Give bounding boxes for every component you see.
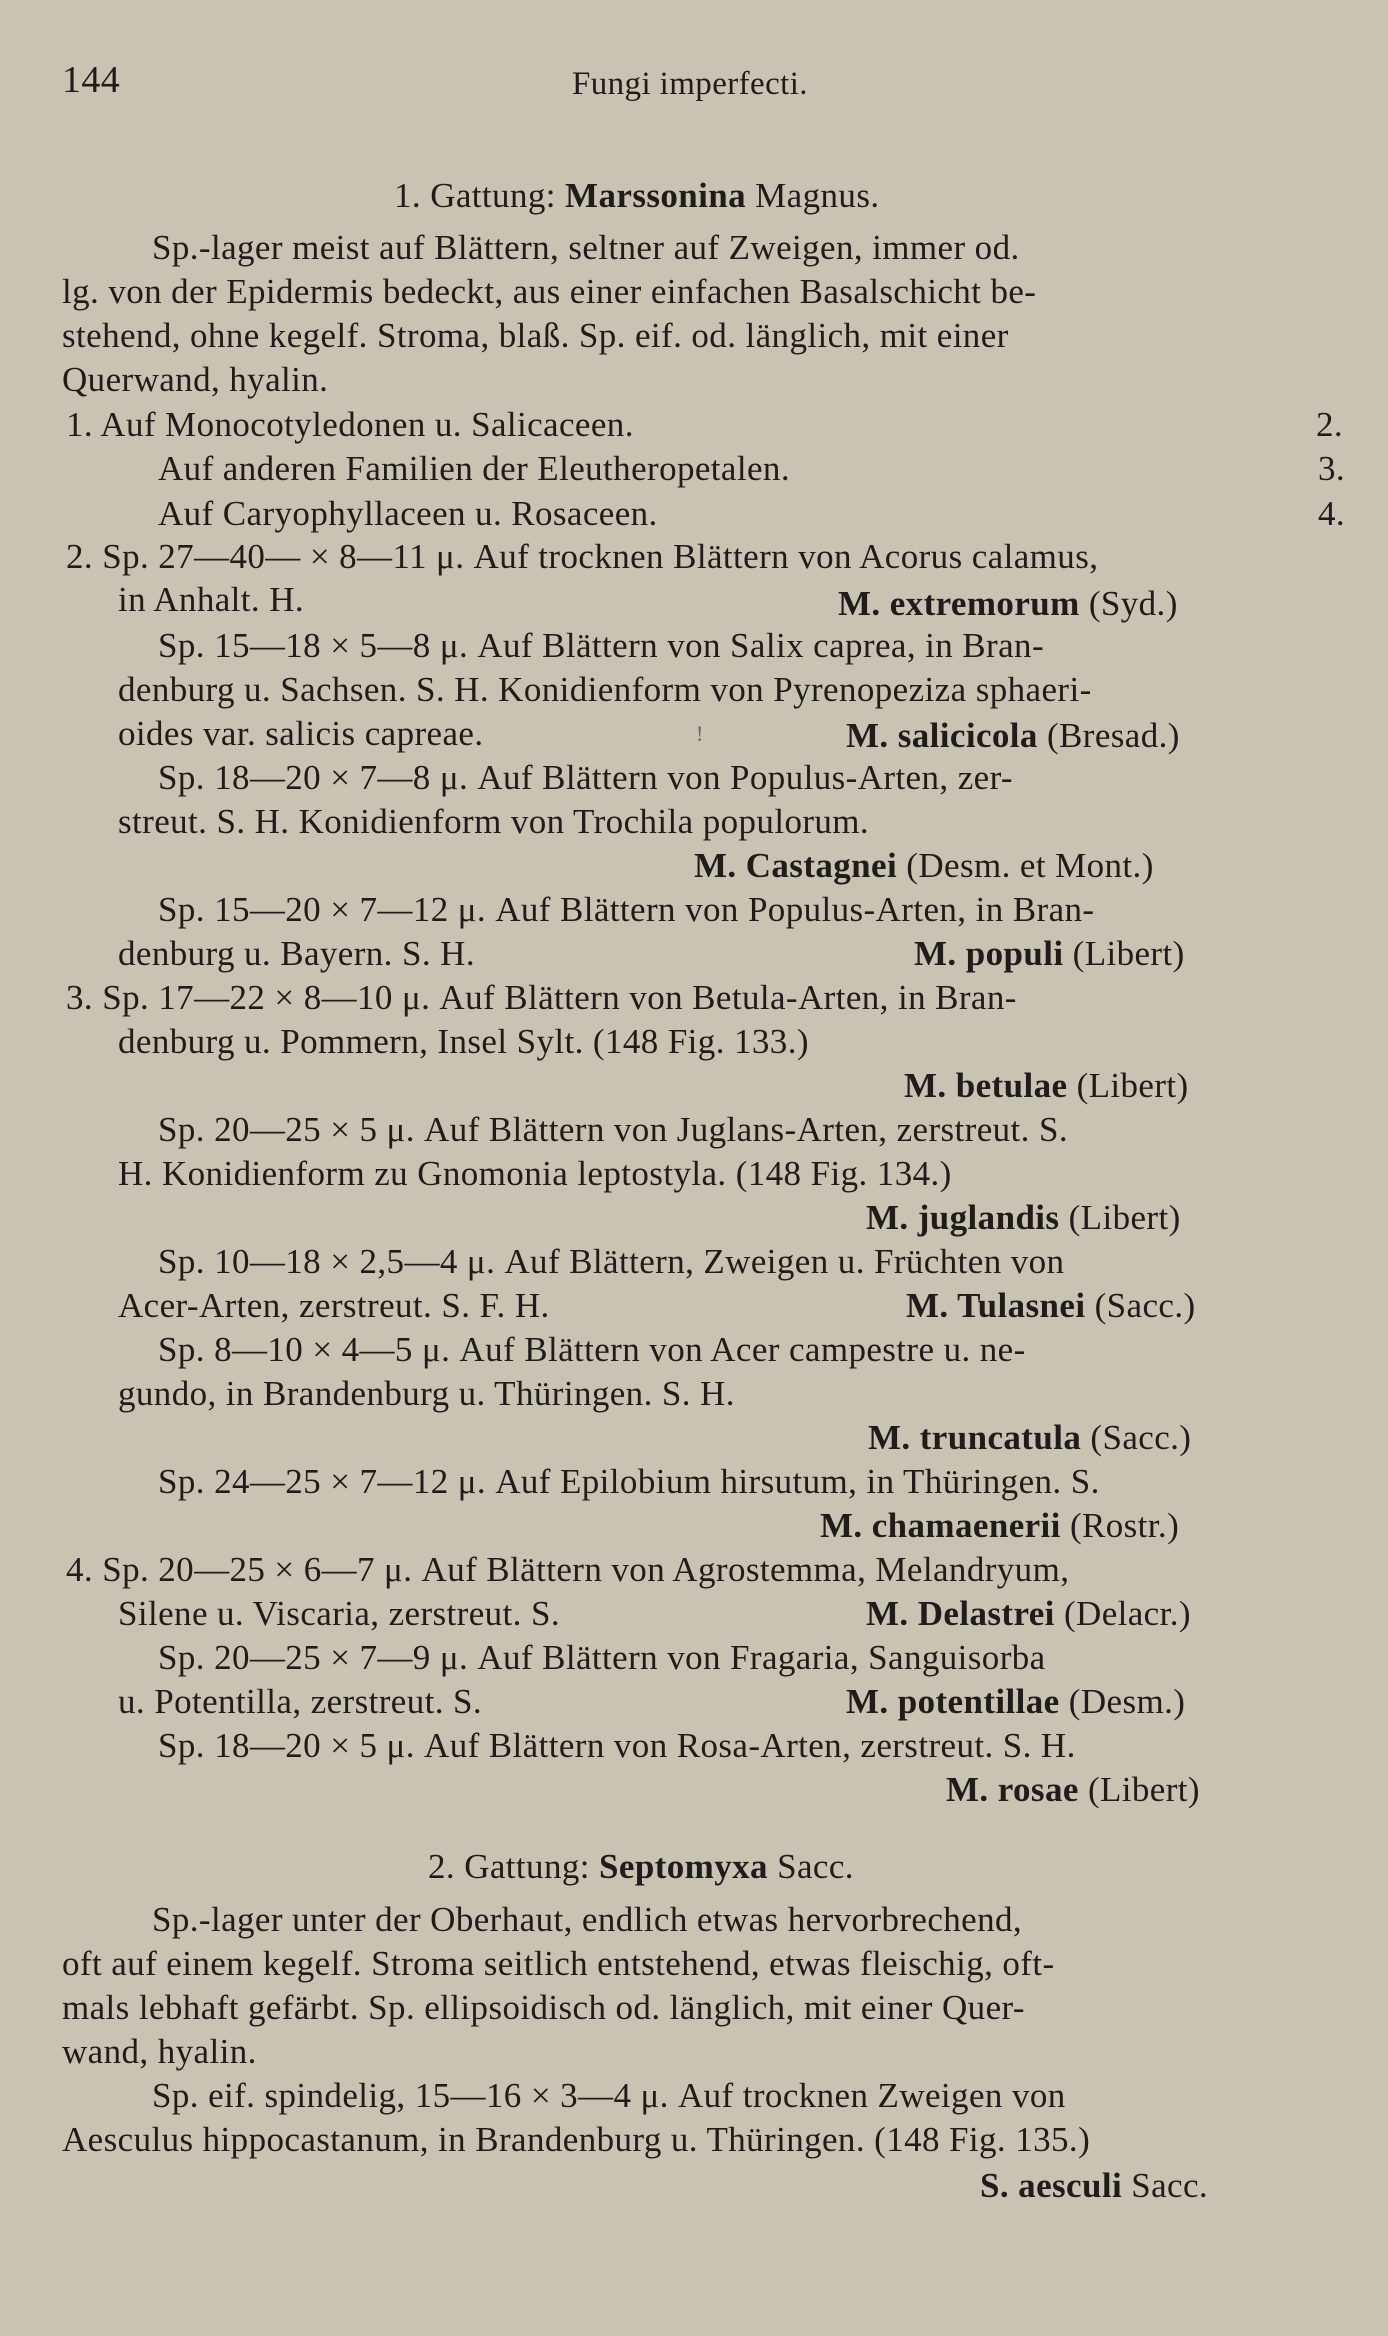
species-description-line: Sp. 15—18 × 5—8 μ. Auf Blättern von Salix caprea, in Bran- — [158, 626, 1044, 665]
running-title: Fungi imperfecti. — [572, 66, 808, 102]
species-description-line: Sp. 24—25 × 7—12 μ. Auf Epilobium hirsutum, in Thüringen. S. — [158, 1462, 1100, 1501]
species-name: M. rosae (Libert) — [946, 1770, 1200, 1809]
genus-name: Septomyxa — [599, 1847, 768, 1886]
section-heading-marssonina: 1. Gattung: Marssonina Magnus. — [394, 176, 880, 215]
species-name: M. betulae (Libert) — [904, 1066, 1189, 1105]
species-description-line: streut. S. H. Konidienform von Trochila populorum. — [118, 802, 870, 841]
key-reference: 4. — [1318, 494, 1346, 533]
species-name: M. potentillae (Desm.) — [846, 1682, 1186, 1721]
species-description-line: 2. Sp. 27—40— × 8—11 μ. Auf trocknen Blättern von Acorus calamus, — [66, 537, 1099, 576]
genus-description-line: lg. von der Epidermis bedeckt, aus einer einfachen Basalschicht be- — [62, 272, 1037, 311]
key-reference: 3. — [1318, 449, 1346, 488]
species-description-line: Sp. 18—20 × 5 μ. Auf Blättern von Rosa-Arten, zerstreut. S. H. — [158, 1726, 1076, 1765]
species-description-line: Silene u. Viscaria, zerstreut. S. — [118, 1594, 561, 1633]
key-entry: Auf anderen Familien der Eleutheropetalen. — [158, 449, 790, 488]
genus-name: Marssonina — [565, 176, 747, 215]
genus-description-line: Sp.-lager unter der Oberhaut, endlich etwas hervorbrechend, — [152, 1900, 1023, 1939]
species-description-line: Sp. 15—20 × 7—12 μ. Auf Blättern von Populus-Arten, in Bran- — [158, 890, 1095, 929]
key-reference: 2. — [1316, 405, 1344, 444]
genus-description-line: Sp.-lager meist auf Blättern, seltner auf Zweigen, immer od. — [152, 228, 1020, 267]
species-description-line: denburg u. Pommern, Insel Sylt. (148 Fig. 133.) — [118, 1022, 809, 1061]
species-name: M. truncatula (Sacc.) — [868, 1418, 1192, 1457]
genus-description-line: mals lebhaft gefärbt. Sp. ellipsoidisch od. länglich, mit einer Quer- — [62, 1988, 1025, 2027]
species-description-line: H. Konidienform zu Gnomonia leptostyla. (148 Fig. 134.) — [118, 1154, 952, 1193]
species-name: M. chamaenerii (Rostr.) — [820, 1506, 1180, 1545]
species-name: M. juglandis (Libert) — [866, 1198, 1181, 1237]
species-description-line: Sp. 8—10 × 4—5 μ. Auf Blättern von Acer campestre u. ne- — [158, 1330, 1026, 1369]
species-name: S. aesculi Sacc. — [980, 2166, 1209, 2205]
margin-mark: ǃ — [696, 721, 704, 746]
species-name: M. Delastrei (Delacr.) — [866, 1594, 1191, 1633]
species-description-line: Sp. eif. spindelig, 15—16 × 3—4 μ. Auf trocknen Zweigen von — [152, 2076, 1066, 2115]
species-description-line: Sp. 20—25 × 7—9 μ. Auf Blättern von Fragaria, Sanguisorba — [158, 1638, 1046, 1677]
species-description-line: Sp. 20—25 × 5 μ. Auf Blättern von Juglans-Arten, zerstreut. S. — [158, 1110, 1068, 1149]
species-description-line: 4. Sp. 20—25 × 6—7 μ. Auf Blättern von Agrostemma, Melandryum, — [66, 1550, 1070, 1589]
species-description-line: Sp. 18—20 × 7—8 μ. Auf Blättern von Populus-Arten, zer- — [158, 758, 1013, 797]
species-name: M. salicicola (Bresad.) — [846, 716, 1180, 755]
key-entry: 1. Auf Monocotyledonen u. Salicaceen. — [66, 405, 634, 444]
page-number: 144 — [62, 59, 121, 101]
species-name: M. extremorum (Syd.) — [838, 584, 1178, 623]
key-entry: Auf Caryophyllaceen u. Rosaceen. — [158, 494, 658, 533]
species-description-line: in Anhalt. H. — [118, 580, 305, 619]
species-description-line: Acer-Arten, zerstreut. S. F. H. — [118, 1286, 550, 1325]
species-description-line: Sp. 10—18 × 2,5—4 μ. Auf Blättern, Zweigen u. Früchten von — [158, 1242, 1065, 1281]
genus-description-line: oft auf einem kegelf. Stroma seitlich entstehend, etwas fleischig, oft- — [62, 1944, 1055, 1983]
genus-description-line: Querwand, hyalin. — [62, 360, 329, 399]
genus-description-line: stehend, ohne kegelf. Stroma, blaß. Sp. eif. od. länglich, mit einer — [62, 316, 1009, 355]
section-heading-septomyxa: 2. Gattung: Septomyxa Sacc. — [428, 1847, 854, 1886]
species-description-line: u. Potentilla, zerstreut. S. — [118, 1682, 483, 1721]
species-description-line: denburg u. Sachsen. S. H. Konidienform von Pyrenopeziza sphaeri- — [118, 670, 1092, 709]
genus-description-line: wand, hyalin. — [62, 2032, 257, 2071]
species-description-line: oides var. salicis capreae. — [118, 714, 484, 753]
species-description-line: gundo, in Brandenburg u. Thüringen. S. H. — [118, 1374, 735, 1413]
species-name: M. Castagnei (Desm. et Mont.) — [694, 846, 1154, 885]
species-name: M. populi (Libert) — [914, 934, 1185, 973]
species-description-line: 3. Sp. 17—22 × 8—10 μ. Auf Blättern von Betula-Arten, in Bran- — [66, 978, 1017, 1017]
species-description-line: denburg u. Bayern. S. H. — [118, 934, 475, 973]
species-description-line: Aesculus hippocastanum, in Brandenburg u. Thüringen. (148 Fig. 135.) — [62, 2120, 1091, 2159]
species-name: M. Tulasnei (Sacc.) — [906, 1286, 1196, 1325]
